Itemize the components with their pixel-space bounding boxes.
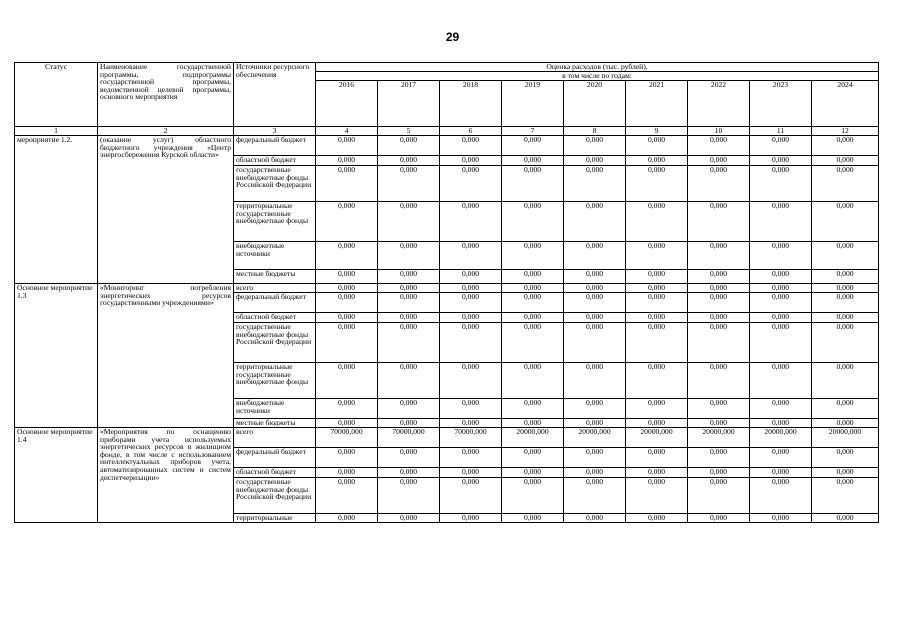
value-cell: 0,000 [688, 419, 750, 428]
value-cell: 0,000 [378, 242, 440, 270]
year-header: 2022 [688, 81, 750, 127]
value-cell: 0,000 [440, 270, 502, 284]
value-cell: 0,000 [750, 323, 812, 363]
value-cell: 0,000 [502, 136, 564, 156]
column-index: 8 [564, 127, 626, 136]
value-cell: 0,000 [626, 284, 688, 293]
value-cell: 0,000 [378, 156, 440, 166]
value-cell: 0,000 [440, 468, 502, 478]
value-cell: 0,000 [812, 136, 879, 156]
value-cell: 0,000 [626, 478, 688, 514]
value-cell: 0,000 [626, 242, 688, 270]
value-cell: 0,000 [502, 156, 564, 166]
value-cell: 0,000 [750, 313, 812, 323]
value-cell: 0,000 [440, 514, 502, 523]
value-cell: 0,000 [502, 202, 564, 242]
value-cell: 0,000 [564, 399, 626, 419]
source-cell: территориальные государственные внебюджетные фонды [234, 202, 316, 242]
value-cell: 0,000 [378, 202, 440, 242]
value-cell: 0,000 [502, 514, 564, 523]
value-cell: 0,000 [812, 399, 879, 419]
year-header: 2017 [378, 81, 440, 127]
value-cell: 0,000 [440, 202, 502, 242]
year-header: 2020 [564, 81, 626, 127]
value-cell: 0,000 [750, 478, 812, 514]
header-status: Статус [15, 63, 98, 127]
value-cell: 0,000 [316, 363, 378, 399]
value-cell: 0,000 [316, 419, 378, 428]
value-cell: 0,000 [316, 270, 378, 284]
value-cell: 0,000 [316, 448, 378, 468]
column-index: 2 [98, 127, 234, 136]
value-cell: 0,000 [688, 156, 750, 166]
value-cell: 0,000 [812, 284, 879, 293]
value-cell: 0,000 [378, 293, 440, 313]
value-cell: 0,000 [564, 323, 626, 363]
value-cell: 0,000 [688, 202, 750, 242]
value-cell: 0,000 [564, 293, 626, 313]
source-cell: областной бюджет [234, 313, 316, 323]
column-index: 7 [502, 127, 564, 136]
value-cell: 0,000 [440, 242, 502, 270]
value-cell: 0,000 [440, 284, 502, 293]
value-cell: 0,000 [688, 293, 750, 313]
year-header: 2016 [316, 81, 378, 127]
value-cell: 70000,000 [440, 428, 502, 448]
value-cell: 0,000 [378, 136, 440, 156]
value-cell: 0,000 [440, 478, 502, 514]
value-cell: 0,000 [812, 202, 879, 242]
value-cell: 0,000 [564, 514, 626, 523]
value-cell: 0,000 [812, 313, 879, 323]
value-cell: 0,000 [440, 399, 502, 419]
value-cell: 0,000 [626, 202, 688, 242]
source-cell: территориальные [234, 514, 316, 523]
value-cell: 0,000 [812, 270, 879, 284]
value-cell: 0,000 [626, 448, 688, 468]
value-cell: 0,000 [564, 202, 626, 242]
value-cell: 70000,000 [378, 428, 440, 448]
value-cell: 0,000 [688, 399, 750, 419]
value-cell: 0,000 [502, 270, 564, 284]
name-cell: «Мероприятия по оснащению приборами учета используемых энергетических ресурсов в жилищном фонде, в том числе с использованием интеллектуальных приборов учета, автоматизированных систем и систем диспетчеризации» [98, 428, 234, 523]
value-cell: 0,000 [626, 468, 688, 478]
value-cell: 0,000 [316, 156, 378, 166]
column-index: 3 [234, 127, 316, 136]
source-cell: всего [234, 428, 316, 448]
source-cell: федеральный бюджет [234, 293, 316, 313]
year-header: 2023 [750, 81, 812, 127]
value-cell: 0,000 [626, 270, 688, 284]
value-cell: 0,000 [626, 166, 688, 202]
table-row [15, 428, 879, 448]
status-cell: Основное мероприятие 1.4 [15, 428, 98, 523]
value-cell: 0,000 [688, 284, 750, 293]
table-header [15, 63, 879, 136]
value-cell: 0,000 [378, 166, 440, 202]
value-cell: 0,000 [440, 448, 502, 468]
value-cell: 0,000 [750, 242, 812, 270]
value-cell: 0,000 [564, 363, 626, 399]
value-cell: 0,000 [440, 419, 502, 428]
value-cell: 0,000 [688, 468, 750, 478]
header-name: Наименование государственной программы, подпрограммы государственной программы, ведомственной целевой программы, основного мероприятия [98, 63, 234, 127]
header-sources: Источники ресурсного обеспечения [234, 63, 316, 127]
value-cell: 0,000 [440, 363, 502, 399]
source-cell: государственные внебюджетные фонды Российской Федерации [234, 166, 316, 202]
value-cell: 0,000 [688, 136, 750, 156]
value-cell: 0,000 [750, 448, 812, 468]
name-cell: (оказание услуг) областного бюджетного учреждения «Центр энергосбережения Курской области» [98, 136, 234, 284]
value-cell: 0,000 [502, 363, 564, 399]
value-cell: 0,000 [750, 514, 812, 523]
value-cell: 0,000 [688, 270, 750, 284]
value-cell: 0,000 [316, 478, 378, 514]
value-cell: 0,000 [316, 293, 378, 313]
value-cell: 0,000 [626, 399, 688, 419]
value-cell: 0,000 [316, 323, 378, 363]
column-index: 10 [688, 127, 750, 136]
table-body [15, 136, 879, 523]
value-cell: 0,000 [440, 293, 502, 313]
column-index: 9 [626, 127, 688, 136]
value-cell: 0,000 [688, 363, 750, 399]
column-index: 11 [750, 127, 812, 136]
value-cell: 0,000 [564, 156, 626, 166]
value-cell: 0,000 [378, 270, 440, 284]
value-cell: 0,000 [316, 284, 378, 293]
value-cell: 0,000 [564, 284, 626, 293]
value-cell: 0,000 [626, 313, 688, 323]
table-row [15, 284, 879, 293]
name-cell: «Мониторинг потребления энергетических ресурсов государственными учреждениями» [98, 284, 234, 428]
year-header: 2019 [502, 81, 564, 127]
column-index: 4 [316, 127, 378, 136]
value-cell: 0,000 [502, 166, 564, 202]
source-cell: местные бюджеты [234, 270, 316, 284]
value-cell: 20000,000 [502, 428, 564, 448]
value-cell: 0,000 [750, 166, 812, 202]
value-cell: 70000,000 [316, 428, 378, 448]
value-cell: 0,000 [812, 323, 879, 363]
value-cell: 0,000 [440, 323, 502, 363]
source-cell: федеральный бюджет [234, 448, 316, 468]
value-cell: 0,000 [316, 399, 378, 419]
value-cell: 0,000 [378, 284, 440, 293]
value-cell: 0,000 [812, 448, 879, 468]
value-cell: 20000,000 [626, 428, 688, 448]
value-cell: 0,000 [688, 478, 750, 514]
value-cell: 0,000 [316, 202, 378, 242]
value-cell: 0,000 [564, 242, 626, 270]
value-cell: 0,000 [564, 419, 626, 428]
value-cell: 0,000 [316, 514, 378, 523]
value-cell: 0,000 [502, 468, 564, 478]
page-number: 29 [445, 30, 460, 44]
value-cell: 0,000 [626, 136, 688, 156]
value-cell: 0,000 [564, 478, 626, 514]
value-cell: 0,000 [812, 468, 879, 478]
value-cell: 0,000 [750, 270, 812, 284]
value-cell: 0,000 [564, 448, 626, 468]
value-cell: 0,000 [440, 156, 502, 166]
value-cell: 0,000 [626, 419, 688, 428]
year-header: 2021 [626, 81, 688, 127]
value-cell: 0,000 [502, 478, 564, 514]
value-cell: 0,000 [378, 313, 440, 323]
value-cell: 0,000 [812, 478, 879, 514]
value-cell: 20000,000 [750, 428, 812, 448]
value-cell: 0,000 [750, 136, 812, 156]
source-cell: областной бюджет [234, 468, 316, 478]
value-cell: 0,000 [626, 363, 688, 399]
value-cell: 0,000 [812, 363, 879, 399]
source-cell: внебюджетные источники [234, 242, 316, 270]
value-cell: 0,000 [688, 323, 750, 363]
value-cell: 0,000 [750, 156, 812, 166]
value-cell: 0,000 [626, 323, 688, 363]
value-cell: 0,000 [316, 136, 378, 156]
header-estimate: Оценка расходов (тыс. рублей), [316, 63, 879, 72]
value-cell: 0,000 [812, 293, 879, 313]
budget-table [14, 62, 879, 523]
value-cell: 0,000 [564, 136, 626, 156]
value-cell: 0,000 [378, 323, 440, 363]
column-index: 1 [15, 127, 98, 136]
value-cell: 0,000 [378, 363, 440, 399]
value-cell: 0,000 [502, 399, 564, 419]
value-cell: 0,000 [750, 293, 812, 313]
value-cell: 0,000 [502, 448, 564, 468]
column-index: 5 [378, 127, 440, 136]
value-cell: 0,000 [316, 166, 378, 202]
table-row [15, 136, 879, 156]
value-cell: 0,000 [316, 468, 378, 478]
value-cell: 0,000 [502, 242, 564, 270]
value-cell: 0,000 [440, 136, 502, 156]
value-cell: 0,000 [378, 468, 440, 478]
value-cell: 0,000 [378, 514, 440, 523]
status-cell: Основное мероприятие 1.3 [15, 284, 98, 428]
header-by-years: в том числе по годам: [316, 72, 879, 81]
value-cell: 0,000 [750, 284, 812, 293]
status-cell: мероприятие 1.2. [15, 136, 98, 284]
value-cell: 0,000 [502, 293, 564, 313]
source-cell: федеральный бюджет [234, 136, 316, 156]
value-cell: 20000,000 [812, 428, 879, 448]
value-cell: 0,000 [688, 242, 750, 270]
value-cell: 0,000 [564, 166, 626, 202]
value-cell: 0,000 [750, 468, 812, 478]
value-cell: 0,000 [750, 363, 812, 399]
value-cell: 0,000 [440, 166, 502, 202]
value-cell: 0,000 [564, 468, 626, 478]
value-cell: 0,000 [688, 448, 750, 468]
value-cell: 0,000 [750, 202, 812, 242]
value-cell: 0,000 [564, 270, 626, 284]
value-cell: 0,000 [440, 313, 502, 323]
value-cell: 0,000 [750, 399, 812, 419]
source-cell: областной бюджет [234, 156, 316, 166]
value-cell: 0,000 [688, 514, 750, 523]
year-header: 2018 [440, 81, 502, 127]
value-cell: 0,000 [502, 284, 564, 293]
value-cell: 0,000 [378, 448, 440, 468]
source-cell: государственные внебюджетные фонды Российской Федерации [234, 478, 316, 514]
value-cell: 0,000 [626, 156, 688, 166]
source-cell: местные бюджеты [234, 419, 316, 428]
value-cell: 0,000 [316, 313, 378, 323]
value-cell: 0,000 [812, 156, 879, 166]
value-cell: 0,000 [564, 313, 626, 323]
value-cell: 20000,000 [688, 428, 750, 448]
value-cell: 0,000 [378, 399, 440, 419]
value-cell: 0,000 [812, 514, 879, 523]
value-cell: 0,000 [378, 419, 440, 428]
value-cell: 0,000 [812, 419, 879, 428]
value-cell: 20000,000 [564, 428, 626, 448]
value-cell: 0,000 [502, 419, 564, 428]
column-index: 6 [440, 127, 502, 136]
source-cell: государственные внебюджетные фонды Российской Федерации [234, 323, 316, 363]
value-cell: 0,000 [688, 166, 750, 202]
value-cell: 0,000 [626, 514, 688, 523]
source-cell: внебюджетные источники [234, 399, 316, 419]
value-cell: 0,000 [812, 166, 879, 202]
value-cell: 0,000 [688, 313, 750, 323]
source-cell: территориальные государственные внебюджетные фонды [234, 363, 316, 399]
value-cell: 0,000 [626, 293, 688, 313]
value-cell: 0,000 [502, 323, 564, 363]
value-cell: 0,000 [378, 478, 440, 514]
column-index: 12 [812, 127, 879, 136]
value-cell: 0,000 [502, 313, 564, 323]
value-cell: 0,000 [750, 419, 812, 428]
year-header: 2024 [812, 81, 879, 127]
value-cell: 0,000 [316, 242, 378, 270]
source-cell: всего [234, 284, 316, 293]
value-cell: 0,000 [812, 242, 879, 270]
